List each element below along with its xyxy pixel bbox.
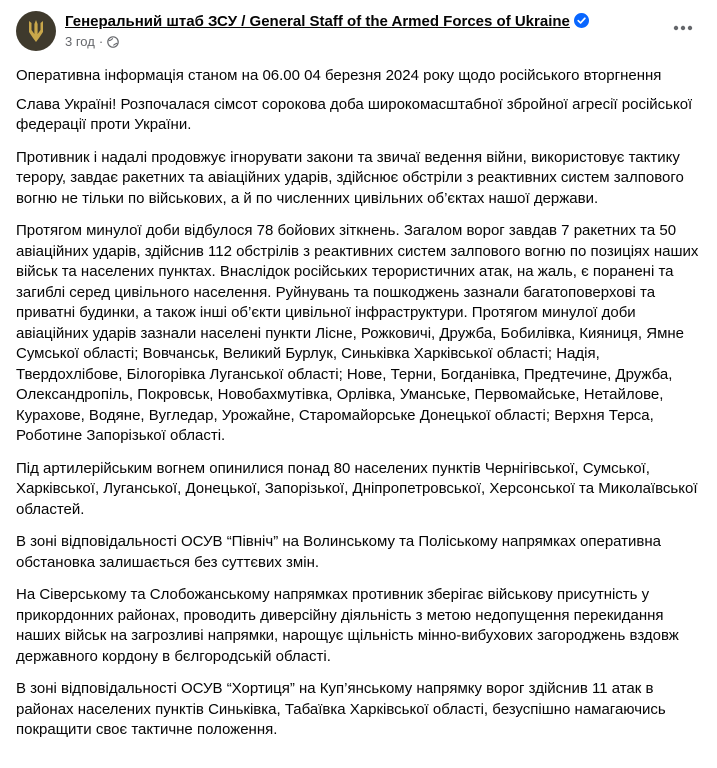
- more-options-button[interactable]: [665, 10, 701, 46]
- post-paragraph: Слава Україні! Розпочалася сімсот сорокова доба широкомасштабної збройної агресії російської федерації проти України.: [16, 95, 693, 133]
- post-paragraph: Противник і надалі продовжує ігнорувати закони та звичаї ведення війни, використовує тактику терору, завдає ракетних та авіаційних ударів, здійснює обстріли з реактивних систем залпового вогню не тільки по військових, а й по численних цивільних об’єктах нашої держави.: [16, 148, 684, 207]
- meta-separator: ·: [98, 34, 104, 49]
- post-paragraph: На Сіверському та Слобожанському напрямках противник зберігає військову присутність у прикордонних районах, проводить диверсійну діяльність з метою недопущення перекидання наших військ на загрозливі напрямки, нарощує щільність мінно-вибухових загороджень вздовж державного кордону в бєлгородській області.: [16, 586, 679, 665]
- post-paragraph: В зоні відповідальності ОСУВ “Північ” на Волинському та Поліському напрямках оперативна обстановка залишається без суттєвих змін.: [16, 533, 662, 571]
- page-avatar[interactable]: [16, 11, 56, 51]
- post-paragraph: Протягом минулої доби відбулося 78 бойових зіткнень. Загалом ворог завдав 7 ракетних та 50 авіаційних ударів, здійснив 112 обстрілів з реактивних систем залпового вогню по позиціях наших військ та населених пунктах. Внаслідок російських терористичних атак, на жаль, є поранені та загиблі серед цивільного населення. Руйнувань та пошкоджень зазнали багатоповерхові та приватні будинки, а також інші об’єкти цивільної інфраструктури. Протягом минулої доби авіаційних ударів зазнали населені пункти Лісне, Рожковичі, Дружба, Бобилівка, Кияниця, Ямне Сумської області; Вовчанськ, Великий Бурлук, Синьківка Харківської області; Надія, Твердохлібове, Білогорівка Луганської області; Нове, Терни, Богданівка, Предтечине, Дружба, Олександропіль, Покровськ, Новобахмутівка, Орлівка, Уманське, Первомайське, Нетайлове, Курахове, Водяне, Вугледар, Урожайне, Старомайорське Донецької області; Верхня Терса, Роботине Запорізької області.: [16, 222, 699, 444]
- post-paragraph: Оперативна інформація станом на 06.00 04 березня 2024 року щодо російського вторгнення: [16, 67, 662, 84]
- trident-emblem-icon: [23, 18, 49, 44]
- author-name-link[interactable]: Генеральний штаб ЗСУ / General Staff of the Armed Forces of Ukraine: [65, 13, 570, 30]
- post-paragraph: Під артилерійським вогнем опинилися понад 80 населених пунктів Чернігівської, Сумської, Харківської, Луганської, Донецької, Запорізької, Дніпропетровської, Херсонської та Миколаївської областей.: [16, 459, 698, 518]
- post-paragraph: В зоні відповідальності ОСУВ “Хортиця” на Куп’янському напрямку ворог здійснив 11 атак в районах населених пунктів Синьківка, Табаївка Харківської області, безуспішно намагаючись покращити своє тактичне положення.: [16, 680, 666, 738]
- post-header: [16, 8, 701, 54]
- post-meta: [65, 12, 665, 50]
- post-subline: [65, 33, 665, 50]
- more-horizontal-icon: [673, 25, 693, 31]
- post-text: [16, 66, 701, 741]
- verified-badge-icon: [574, 13, 589, 28]
- globe-icon[interactable]: [107, 36, 119, 48]
- post-timestamp-link[interactable]: 3 год: [65, 34, 95, 49]
